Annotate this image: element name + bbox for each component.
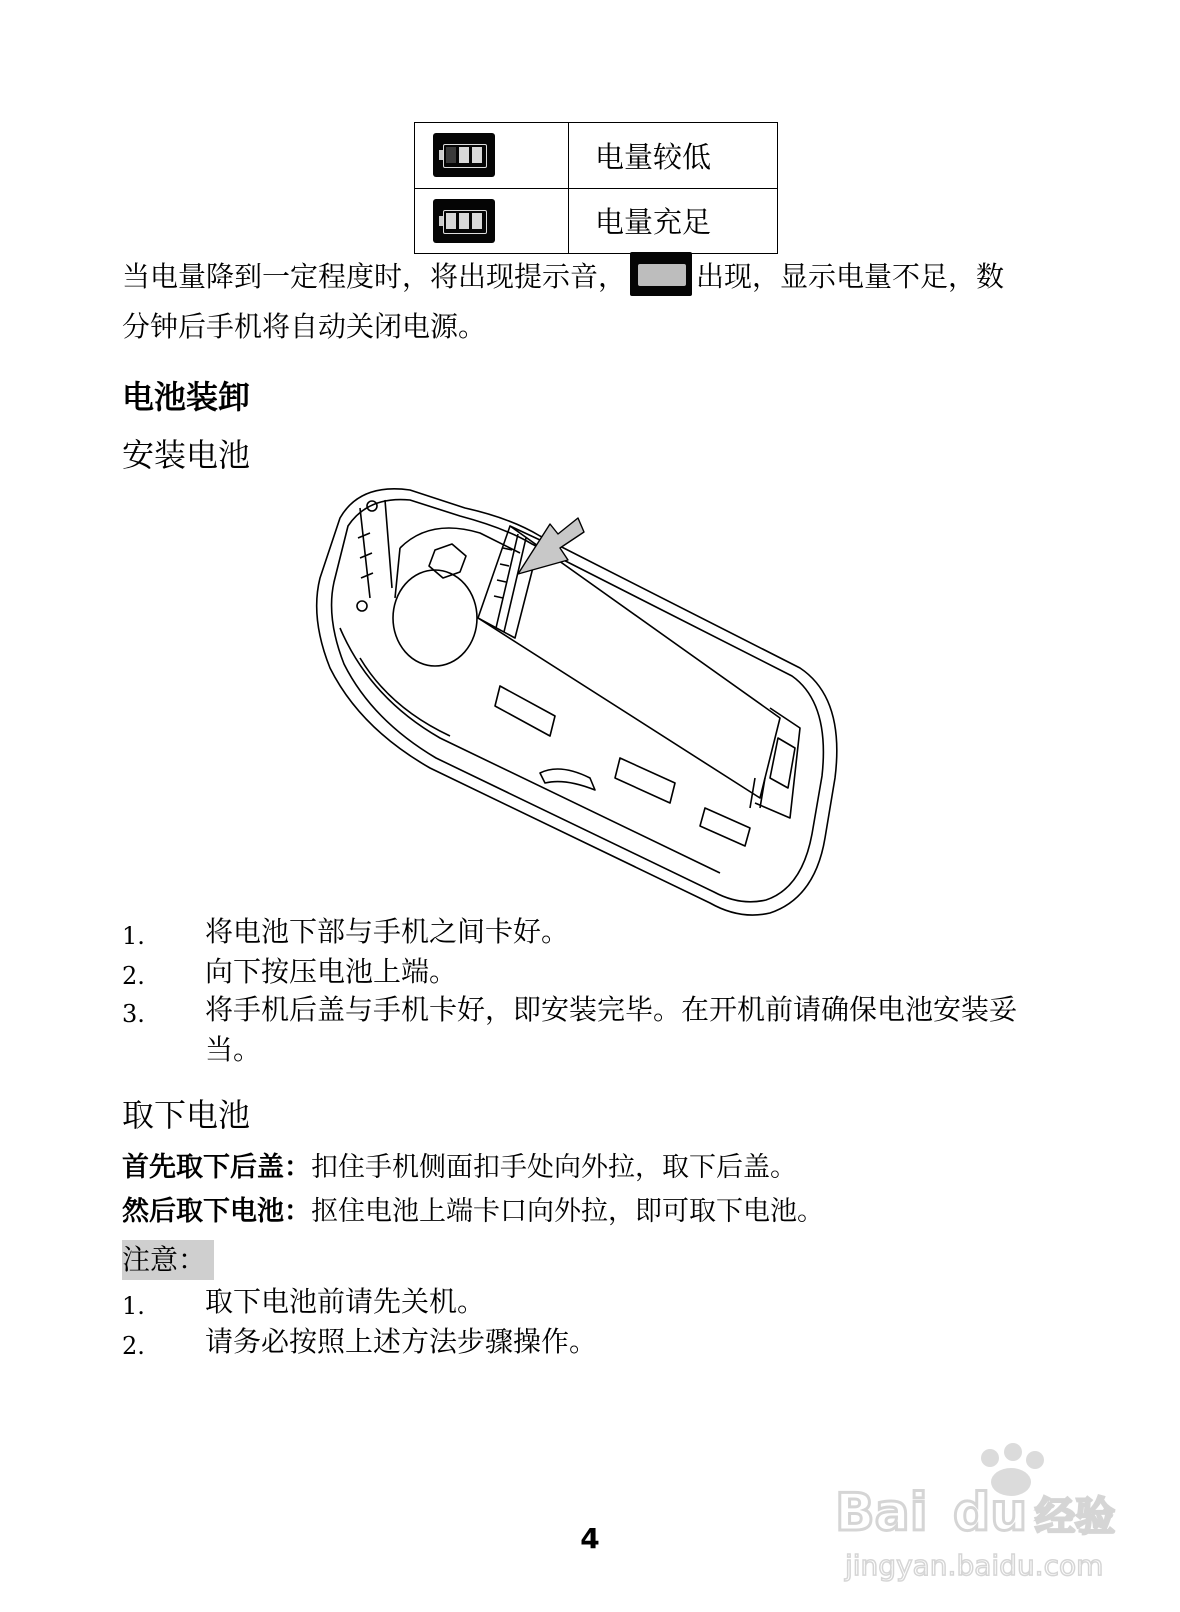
step-number: 3. xyxy=(122,1000,145,1028)
step-number: 1. xyxy=(122,922,145,950)
intro-text-1: 当电量降到一定程度时，将出现提示音， xyxy=(122,260,627,293)
svg-text:du: du xyxy=(953,1483,1028,1543)
battery-icon-cell xyxy=(415,188,569,254)
baidu-watermark-logo xyxy=(835,1440,1135,1590)
intro-text-3: 分钟后手机将自动关闭电源。 xyxy=(122,310,487,343)
table-row xyxy=(415,123,778,189)
battery-status-table xyxy=(414,122,778,254)
battery-install-illustration xyxy=(300,478,860,940)
note-number: 2. xyxy=(122,1332,145,1360)
install-step-2: 向下按压电池上端。 xyxy=(205,955,458,988)
battery-full-label: 电量充足 xyxy=(569,188,778,254)
note-number: 1. xyxy=(122,1292,145,1320)
svg-text:Bai: Bai xyxy=(835,1483,928,1543)
svg-text:经验: 经验 xyxy=(1035,1494,1115,1540)
remove-line-1 xyxy=(122,1148,1082,1188)
svg-text:jingyan.baidu.com: jingyan.baidu.com xyxy=(845,1549,1104,1582)
remove-lead-2: 然后取下电池： xyxy=(122,1196,311,1227)
battery-low-label: 电量较低 xyxy=(569,123,778,189)
remove-text-2: 抠住电池上端卡口向外拉，即可取下电池。 xyxy=(311,1196,824,1227)
section-title: 电池装卸 xyxy=(122,378,251,416)
note-label: 注意： xyxy=(122,1240,214,1280)
table-row xyxy=(415,188,778,254)
battery-full-icon xyxy=(433,199,495,243)
install-step-1: 将电池下部与手机之间卡好。 xyxy=(205,915,570,948)
remove-text-1: 扣住手机侧面扣手处向外拉，取下后盖。 xyxy=(311,1152,797,1183)
install-step-3: 将手机后盖与手机卡好，即安装完毕。在开机前请确保电池安装妥当。 xyxy=(205,993,1018,1066)
page-number: 4 xyxy=(580,1522,600,1555)
note-item-2: 请务必按照上述方法步骤操作。 xyxy=(205,1325,598,1358)
remove-line-2 xyxy=(122,1192,1082,1232)
battery-icon-cell xyxy=(415,123,569,189)
step-number: 2. xyxy=(122,962,145,990)
note-item-1: 取下电池前请先关机。 xyxy=(205,1285,486,1318)
intro-text-2: 出现，显示电量不足，数 xyxy=(696,260,1005,293)
remove-lead-1: 首先取下后盖： xyxy=(122,1152,311,1183)
battery-low-icon xyxy=(433,133,495,177)
battery-empty-icon xyxy=(630,252,692,296)
intro-paragraph xyxy=(122,252,1082,352)
install-title: 安装电池 xyxy=(122,436,251,474)
remove-title: 取下电池 xyxy=(122,1096,251,1134)
